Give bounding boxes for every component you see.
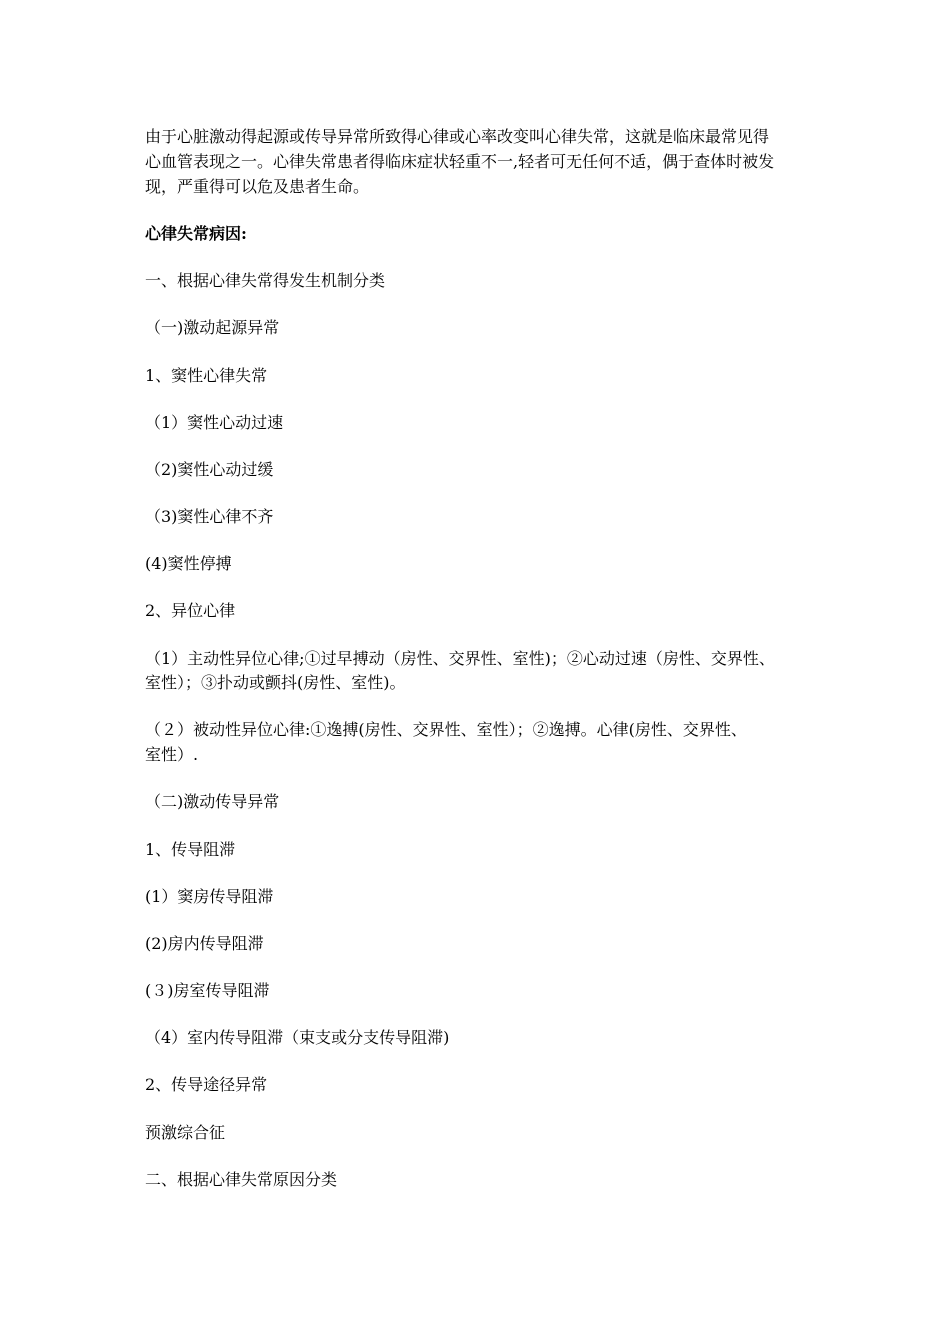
list-item: 1、窦性心律失常 [145, 366, 268, 385]
list-item: (３)房室传导阻滞 [145, 981, 270, 1000]
list-item: （二)激动传导异常 [145, 792, 280, 811]
passive-ectopic-line-1: （２）被动性异位心律:①逸搏(房性、交界性、室性）；②逸搏。心律(房性、交界性、 [145, 720, 747, 739]
list-item: (2)房内传导阻滞 [145, 934, 264, 953]
intro-line-2: 心血管表现之一。心律失常患者得临床症状轻重不一,轻者可无任何不适，偶于查体时被发 [145, 152, 775, 171]
list-item: 二、根据心律失常原因分类 [145, 1170, 338, 1189]
list-item: （2)窦性心动过缓 [145, 460, 274, 479]
passive-ectopic-line-2: 室性）. [145, 745, 199, 764]
list-item: （4）室内传导阻滞（束支或分支传导阻滞) [145, 1028, 450, 1047]
list-item: 2、异位心律 [145, 601, 236, 620]
list-item: 1、传导阻滞 [145, 840, 236, 859]
list-item: (4)窦性停搏 [145, 554, 232, 573]
list-item: (1）窦房传导阻滞 [145, 887, 274, 906]
intro-paragraph [145, 124, 815, 199]
active-ectopic-line-2: 室性）；③扑动或颤抖(房性、室性)。 [145, 673, 406, 692]
list-item: （1）窦性心动过速 [145, 413, 284, 432]
list-item: （一)激动起源异常 [145, 318, 280, 337]
intro-line-1: 由于心脏激动得起源或传导异常所致得心律或心率改变叫心律失常，这就是临床最常见得 [145, 127, 770, 146]
section-heading: 心律失常病因: [145, 224, 247, 243]
list-item: （3)窦性心律不齐 [145, 507, 274, 526]
list-item: 预激综合征 [145, 1123, 226, 1142]
active-ectopic-line-1: （1）主动性异位心律;①过早搏动（房性、交界性、室性)；②心动过速（房性、交界性、 [145, 649, 775, 668]
list-item: 一、根据心律失常得发生机制分类 [145, 271, 386, 290]
list-item: 2、传导途径异常 [145, 1075, 268, 1094]
intro-line-3: 现，严重得可以危及患者生命。 [145, 177, 370, 196]
